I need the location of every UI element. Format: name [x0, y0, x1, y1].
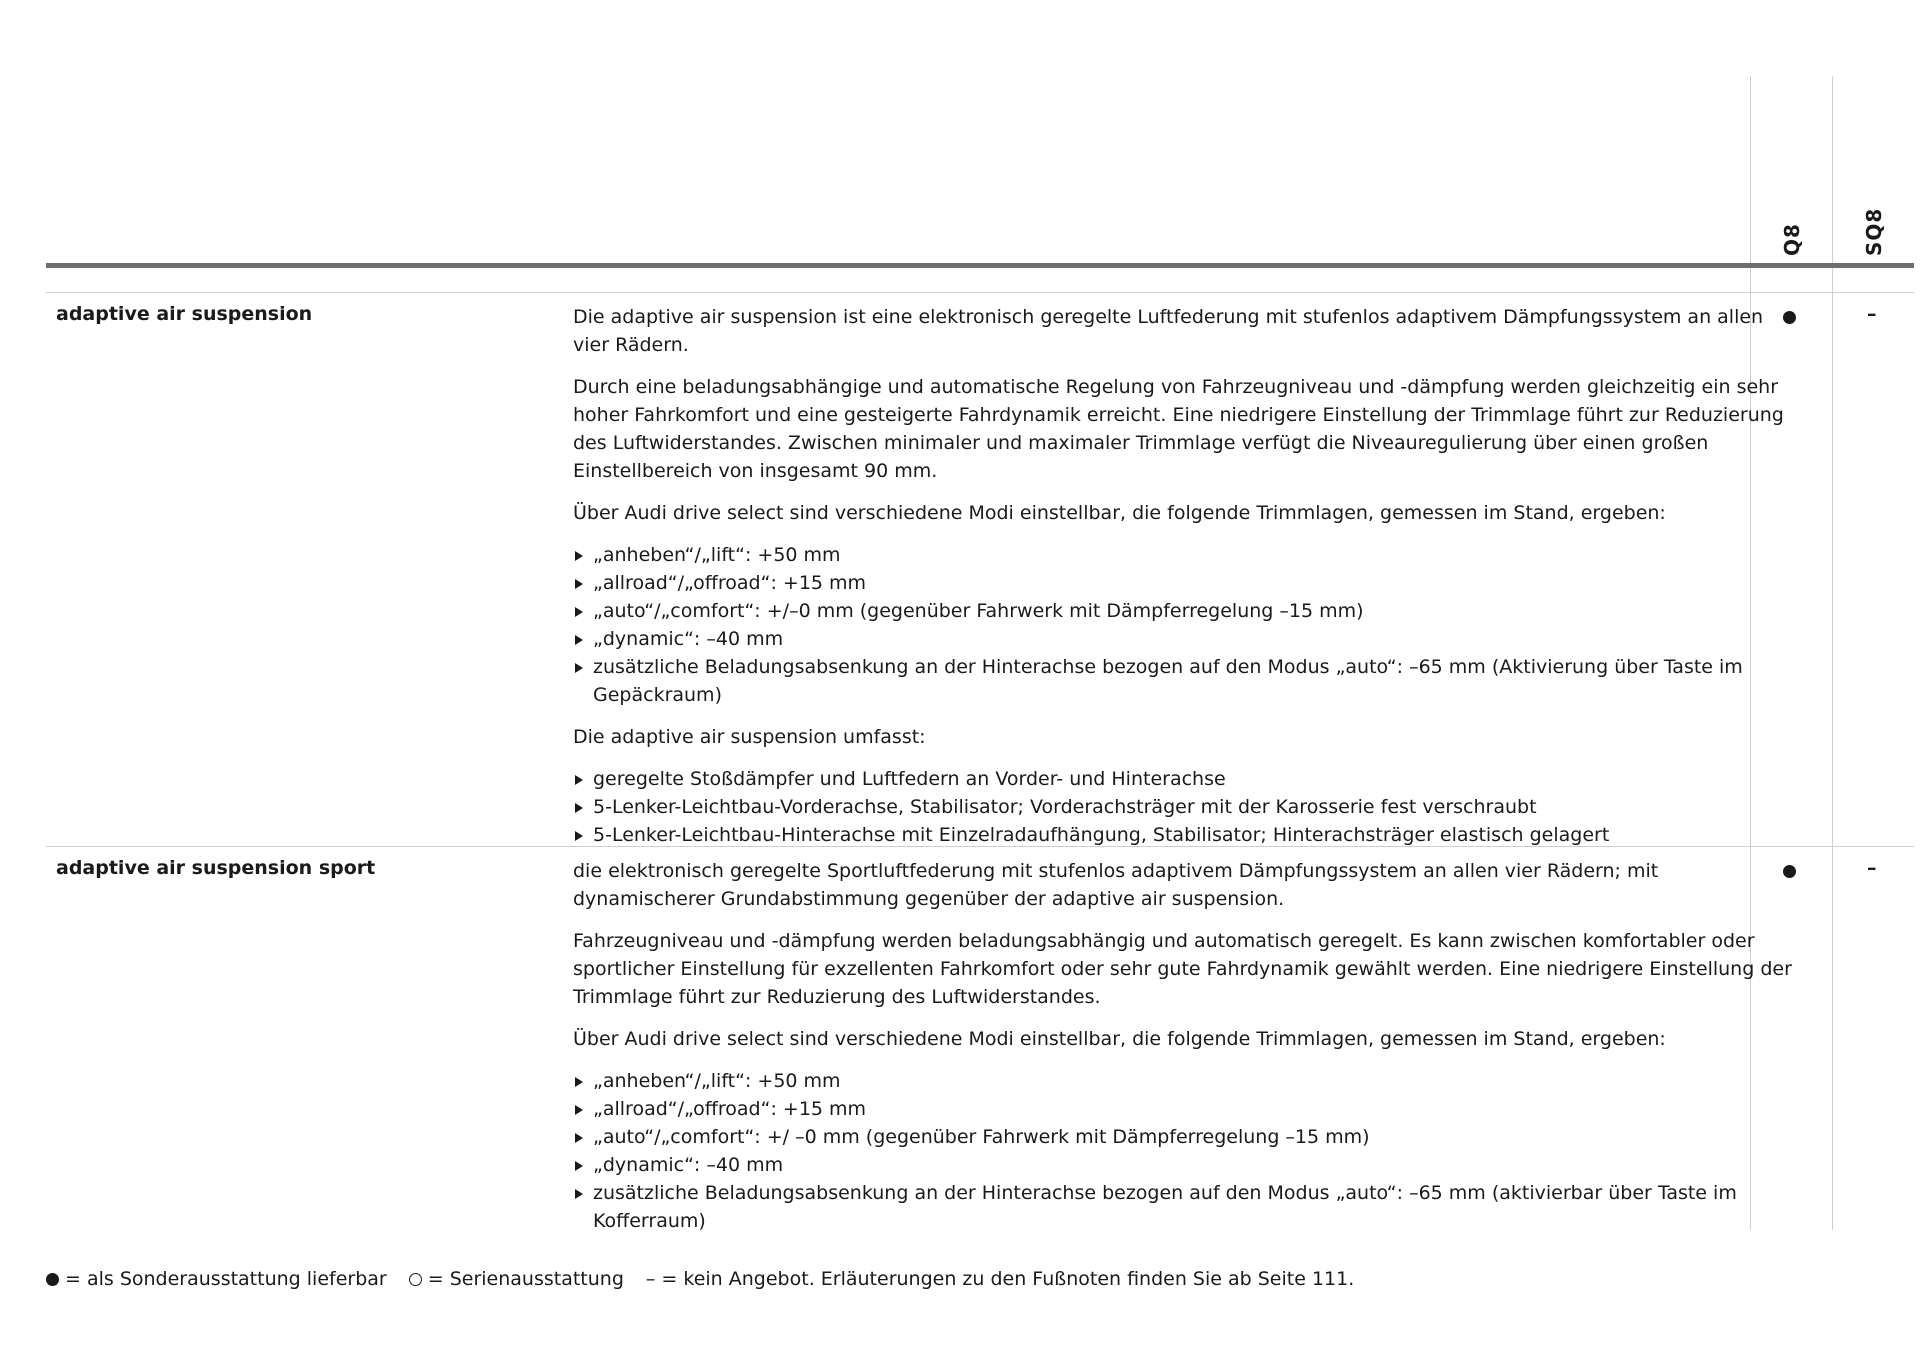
availability-q8-optional	[1783, 311, 1796, 324]
row-description	[573, 857, 1793, 1249]
availability-q8-optional	[1783, 865, 1796, 878]
description-paragraph: Die adaptive air suspension ist eine elektronisch geregelte Luftfederung mit stufenlos adaptivem Dämpfungssystem an allen vier Rädern.	[573, 306, 1764, 356]
list-item: „dynamic“: –40 mm	[573, 625, 1793, 653]
column-header-sq8: SQ8	[1862, 207, 1886, 256]
component-list	[573, 765, 1793, 849]
filled-circle-icon	[46, 1273, 59, 1286]
list-item: „auto“/„comfort“: +/–0 mm (gegenüber Fahrwerk mit Dämpferregelung –15 mm)	[573, 597, 1793, 625]
mode-list	[573, 1067, 1793, 1235]
list-item: zusätzliche Beladungsabsenkung an der Hinterachse bezogen auf den Modus „auto“: –65 mm (Aktivierung über Taste im Gepäckraum)	[573, 653, 1793, 709]
mode-list	[573, 541, 1793, 709]
legend	[46, 1268, 1354, 1290]
row-description	[573, 303, 1793, 863]
list-item: „allroad“/„offroad“: +15 mm	[573, 569, 1793, 597]
list-item: 5-Lenker-Leichtbau-Vorderachse, Stabilisator; Vorderachsträger mit der Karosserie fest verschraubt	[573, 793, 1793, 821]
column-header-q8: Q8	[1780, 223, 1804, 256]
description-paragraph: Über Audi drive select sind verschiedene Modi einstellbar, die folgende Trimmlagen, gemessen im Stand, ergeben:	[573, 1028, 1666, 1050]
table-row	[46, 847, 1914, 1232]
legend-none: – = kein Angebot. Erläuterungen zu den Fußnoten finden Sie ab Seite 111.	[645, 1268, 1355, 1290]
list-item: 5-Lenker-Leichtbau-Hinterachse mit Einzelradaufhängung, Stabilisator; Hinterachsträger elastisch gelagert	[573, 821, 1793, 849]
list-item: „allroad“/„offroad“: +15 mm	[573, 1095, 1793, 1123]
description-paragraph: Über Audi drive select sind verschiedene Modi einstellbar, die folgende Trimmlagen, gemessen im Stand, ergeben:	[573, 502, 1666, 524]
description-paragraph: Die adaptive air suspension umfasst:	[573, 726, 926, 748]
open-circle-icon	[409, 1273, 422, 1286]
row-title: adaptive air suspension sport	[56, 857, 376, 879]
list-item: zusätzliche Beladungsabsenkung an der Hinterachse bezogen auf den Modus „auto“: –65 mm (aktivierbar über Taste im Kofferraum)	[573, 1179, 1793, 1235]
availability-sq8-none: –	[1867, 303, 1877, 325]
description-paragraph: Fahrzeugniveau und -dämpfung werden beladungsabhängig und automatisch geregelt. Es kann zwischen komfortabler oder sportlicher Einstellung für exzellenten Fahrkomfort oder sehr gute Fahrdynamik gewählt werden. Eine niedrigere Einstellung der Trimmlage führt zur Reduzierung des Luftwiderstandes.	[573, 930, 1792, 1008]
row-title: adaptive air suspension	[56, 303, 313, 325]
description-paragraph: Durch eine beladungsabhängige und automatische Regelung von Fahrzeugniveau und -dämpfung werden gleichzeitig ein sehr hoher Fahrkomfort und eine gesteigerte Fahrdynamik erreicht. Eine niedrigere Einstellung der Trimmlage führt zur Reduzierung des Luftwiderstandes. Zwischen minimaler und maximaler Trimmlage verfügt die Niveauregulierung über einen großen Einstellbereich von insgesamt 90 mm.	[573, 376, 1784, 482]
table-row	[46, 293, 1914, 846]
list-item: „dynamic“: –40 mm	[573, 1151, 1793, 1179]
legend-optional: = als Sonderausstattung lieferbar	[65, 1268, 387, 1290]
legend-standard: = Serienausstattung	[427, 1268, 624, 1290]
description-paragraph: die elektronisch geregelte Sportluftfederung mit stufenlos adaptivem Dämpfungssystem an allen vier Rädern; mit dynamischerer Grundabstimmung gegenüber der adaptive air suspension.	[573, 860, 1659, 910]
list-item: geregelte Stoßdämpfer und Luftfedern an Vorder- und Hinterachse	[573, 765, 1793, 793]
list-item: „anheben“/„lift“: +50 mm	[573, 541, 1793, 569]
list-item: „auto“/„comfort“: +/ –0 mm (gegenüber Fahrwerk mit Dämpferregelung –15 mm)	[573, 1123, 1793, 1151]
header-rule	[46, 263, 1914, 268]
list-item: „anheben“/„lift“: +50 mm	[573, 1067, 1793, 1095]
availability-sq8-none: –	[1867, 857, 1877, 879]
